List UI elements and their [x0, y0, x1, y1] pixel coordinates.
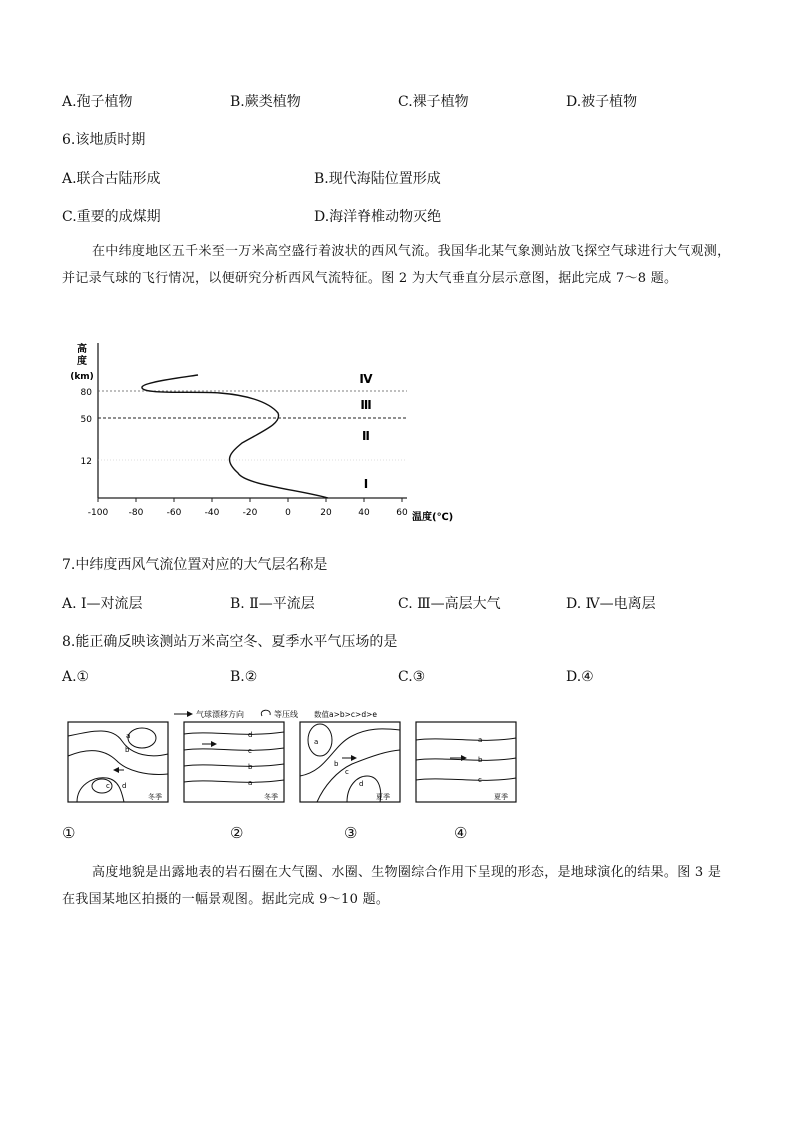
- season-label: 冬季: [264, 793, 278, 801]
- q8-question: 8.能正确反映该测站万米高空冬、夏季水平气压场的是: [62, 634, 398, 650]
- panel-number-1: ①: [62, 824, 76, 842]
- legend-isobar-text: 等压线: [274, 710, 298, 719]
- y-tick-50: 50: [80, 415, 92, 425]
- q6-option-b: B.现代海陆位置形成: [314, 171, 441, 187]
- panel-number-4: ④: [454, 824, 468, 842]
- season-label: 夏季: [494, 793, 508, 801]
- q7-option-a: A. Ⅰ—对流层: [62, 596, 143, 612]
- layer-label-ii: Ⅱ: [362, 429, 370, 443]
- isobar-label: c: [478, 776, 482, 784]
- y-tick-12: 12: [80, 457, 92, 467]
- y-axis-unit: (km): [70, 372, 94, 382]
- y-tick-80: 80: [80, 388, 92, 398]
- q7-option-b: B. Ⅱ—平流层: [230, 596, 315, 612]
- legend-arrow-text: 气球漂移方向: [196, 710, 244, 719]
- q7-option-d: D. Ⅳ—电离层: [566, 596, 656, 612]
- isobar-panel-1: [68, 722, 168, 802]
- season-label: 夏季: [376, 793, 390, 801]
- passage-landform: 高度地貌是出露地表的岩石圈在大气圈、水圈、生物圈综合作用下呈现的形态，是地球演化的结果。图 3 是在我国某地区拍摄的一幅景观图。据此完成 9～10 题。: [62, 865, 722, 907]
- isobar-label: b: [334, 760, 339, 768]
- q8-option-a: A.①: [62, 669, 90, 685]
- isobar-label: a: [248, 779, 253, 787]
- q7-question: 7.中纬度西风气流位置对应的大气层名称是: [62, 557, 328, 573]
- isobar-label: b: [478, 756, 483, 764]
- x-tick-label: -40: [204, 508, 220, 518]
- isobar-panel-3: [300, 722, 400, 802]
- legend-isobar-icon: [261, 710, 270, 716]
- x-tick-label: -20: [242, 508, 258, 518]
- isobar-label: c: [248, 747, 252, 755]
- layer-label-iii: Ⅲ: [360, 398, 372, 412]
- q7-option-c: C. Ⅲ—高层大气: [398, 596, 501, 612]
- temperature-curve: [142, 375, 328, 498]
- figure-isobar-panels: [62, 706, 532, 806]
- isobar-label: a: [478, 736, 483, 744]
- q5-option-a: A.孢子植物: [62, 94, 133, 110]
- q5-option-c: C.裸子植物: [398, 94, 469, 110]
- q6-question: 6.该地质时期: [62, 132, 146, 148]
- isobar-label: d: [359, 780, 364, 788]
- y-axis-label-2: 度: [77, 356, 87, 367]
- q5-option-b: B.蕨类植物: [230, 94, 301, 110]
- isobar-panel-2: [184, 722, 284, 802]
- isobar-label: c: [345, 768, 349, 776]
- q6-option-c: C.重要的成煤期: [62, 209, 161, 225]
- q6-option-a: A.联合古陆形成: [62, 171, 161, 187]
- isobar-label: b: [248, 763, 253, 771]
- q5-option-d: D.被子植物: [566, 94, 638, 110]
- layer-label-iv: Ⅳ: [359, 372, 373, 386]
- x-tick-label: 0: [285, 508, 291, 518]
- figure-atmosphere-layers: [60, 335, 480, 530]
- isobar-label: b: [125, 746, 130, 754]
- x-tick-label: 20: [320, 508, 332, 518]
- isobar-label: c: [106, 782, 110, 790]
- isobar-label: a: [314, 738, 319, 746]
- x-axis-label: 温度(℃): [412, 512, 454, 523]
- isobar-label: a: [126, 732, 131, 740]
- q8-option-c: C.③: [398, 669, 426, 685]
- panel-number-2: ②: [230, 824, 244, 842]
- isobar-legend: [174, 709, 377, 719]
- q8-option-b: B.②: [230, 669, 258, 685]
- x-tick-label: -60: [166, 508, 182, 518]
- x-tick-label: -80: [128, 508, 144, 518]
- x-tick-label: 40: [358, 508, 370, 518]
- isobar-label: d: [122, 782, 127, 790]
- q8-option-d: D.④: [566, 669, 594, 685]
- season-label: 冬季: [148, 793, 162, 801]
- isobar-panel-4: [416, 722, 516, 802]
- panel-number-3: ③: [344, 824, 358, 842]
- isobar-label: d: [248, 731, 253, 739]
- layer-label-i: Ⅰ: [363, 477, 369, 491]
- y-axis-label-1: 高: [77, 344, 87, 355]
- q6-option-d: D.海洋脊椎动物灭绝: [314, 209, 442, 225]
- x-tick-label: 60: [396, 508, 408, 518]
- x-tick-label: -100: [87, 508, 109, 518]
- passage-westerlies: 在中纬度地区五千米至一万米高空盛行着波状的西风气流。我国华北某气象测站放飞探空气球进行大气观测，并记录气球的飞行情况，以便研究分析西风气流特征。图 2 为大气垂直分层示意图，据此完成 7～8 题。: [62, 244, 731, 286]
- legend-value-text: 数值a>b>c>d>e: [314, 710, 377, 719]
